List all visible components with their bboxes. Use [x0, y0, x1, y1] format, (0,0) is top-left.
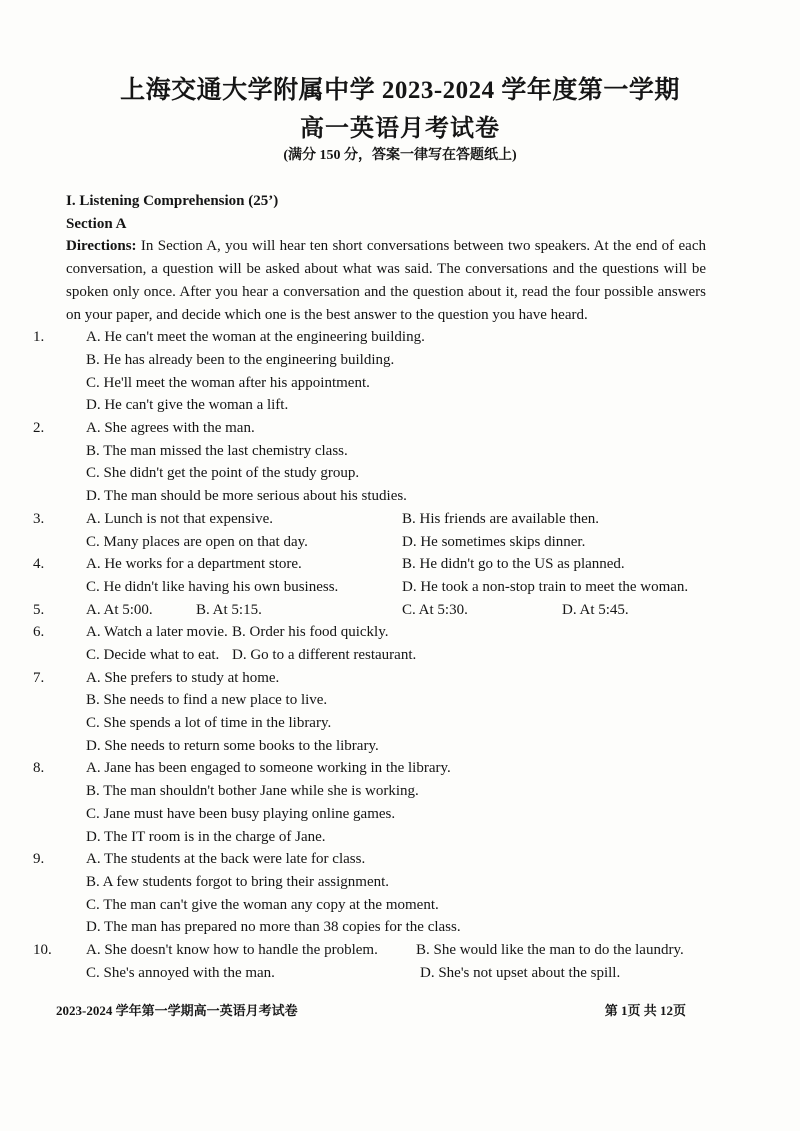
option-b: B. The man shouldn't bother Jane while she is working.	[86, 783, 419, 800]
section-title: Section A	[66, 215, 127, 232]
option-d: D. She needs to return some books to the library.	[86, 737, 379, 754]
question-number: 9.	[33, 851, 45, 868]
option-a: A. She prefers to study at home.	[86, 669, 280, 686]
question-1	[33, 326, 706, 417]
option-c: C. The man can't give the woman any copy at the moment.	[86, 896, 439, 913]
exam-title: 上海交通大学附属中学 2023-2024 学年度第一学期	[120, 77, 680, 104]
question-4	[33, 553, 706, 598]
option-a: A. She agrees with the man.	[86, 420, 255, 437]
option-a: A. He can't meet the woman at the engineering building.	[86, 329, 425, 346]
question-number: 4.	[33, 556, 45, 573]
option-d: D. He sometimes skips dinner.	[402, 533, 586, 550]
question-number: 10.	[33, 942, 52, 959]
option-a: A. The students at the back were late for class.	[86, 851, 366, 868]
option-c: C. She's annoyed with the man.	[86, 964, 275, 981]
listening-section	[33, 190, 706, 984]
question-5	[33, 599, 706, 622]
question-number: 2.	[33, 420, 45, 437]
page-number: 第 1页 共 12页	[604, 1003, 686, 1018]
directions-label: Directions:	[66, 238, 137, 255]
question-8	[33, 757, 706, 848]
option-d: D. He can't give the woman a lift.	[86, 397, 289, 414]
part-title: I. Listening Comprehension (25’)	[66, 193, 279, 209]
option-b: B. At 5:15.	[196, 601, 262, 618]
question-number: 1.	[33, 329, 45, 346]
footer-exam-name: 2023-2024 学年第一学期高一英语月考试卷	[56, 1003, 298, 1018]
question-2	[33, 417, 706, 508]
directions	[66, 235, 706, 326]
question-number: 5.	[33, 601, 45, 618]
question-number: 6.	[33, 624, 45, 641]
option-c: C. She didn't get the point of the study group.	[86, 465, 360, 482]
option-c: C. He didn't like having his own business.	[86, 578, 339, 595]
option-b: B. Order his food quickly.	[232, 624, 389, 641]
option-d: D. The IT room is in the charge of Jane.	[86, 828, 326, 845]
question-number: 8.	[33, 760, 45, 777]
option-c: C. She spends a lot of time in the library.	[86, 715, 332, 732]
option-a: A. Watch a later movie.	[86, 624, 228, 641]
option-b: B. She would like the man to do the laundry.	[416, 942, 684, 959]
exam-instructions: (满分 150 分，答案一律写在答题纸上)	[283, 148, 517, 163]
directions-text: In Section A, you will hear ten short conversations between two speakers. At the end of each conversation, a question will be asked about what was said. The conversations and the questions will be spoken only once. After you hear a conversation and the question about it, read the four possible answers on your paper, and decide which one is the best answer to the question you have heard.	[66, 238, 706, 323]
exam-subject-title: 高一英语月考试卷	[300, 116, 500, 142]
option-b: B. He didn't go to the US as planned.	[402, 556, 625, 573]
question-3	[33, 508, 706, 553]
option-b: B. He has already been to the engineering building.	[86, 351, 395, 368]
option-b: B. His friends are available then.	[402, 510, 600, 527]
option-d: D. Go to a different restaurant.	[232, 646, 417, 663]
question-6	[33, 621, 706, 666]
option-c: C. At 5:30.	[402, 601, 468, 618]
option-d: D. She's not upset about the spill.	[420, 964, 621, 981]
option-b: B. A few students forgot to bring their assignment.	[86, 873, 390, 890]
option-a: A. At 5:00.	[86, 601, 153, 618]
question-number: 3.	[33, 510, 45, 527]
option-b: B. She needs to find a new place to live.	[86, 692, 328, 709]
option-c: C. He'll meet the woman after his appointment.	[86, 374, 370, 391]
option-d: D. He took a non-stop train to meet the woman.	[402, 578, 689, 595]
option-d: D. The man has prepared no more than 38 copies for the class.	[86, 919, 461, 936]
option-c: C. Many places are open on that day.	[86, 533, 308, 550]
question-7	[33, 667, 706, 758]
option-a: A. Lunch is not that expensive.	[86, 510, 274, 527]
option-a: A. Jane has been engaged to someone working in the library.	[86, 760, 451, 777]
question-number: 7.	[33, 669, 45, 686]
option-d: D. The man should be more serious about his studies.	[86, 488, 407, 505]
option-b: B. The man missed the last chemistry class.	[86, 442, 348, 459]
question-10	[33, 939, 706, 984]
option-a: A. She doesn't know how to handle the problem.	[86, 942, 378, 959]
option-c: C. Jane must have been busy playing online games.	[86, 805, 396, 822]
option-c: C. Decide what to eat.	[86, 646, 220, 663]
option-d: D. At 5:45.	[562, 601, 629, 618]
option-a: A. He works for a department store.	[86, 556, 302, 573]
question-9	[33, 848, 706, 939]
